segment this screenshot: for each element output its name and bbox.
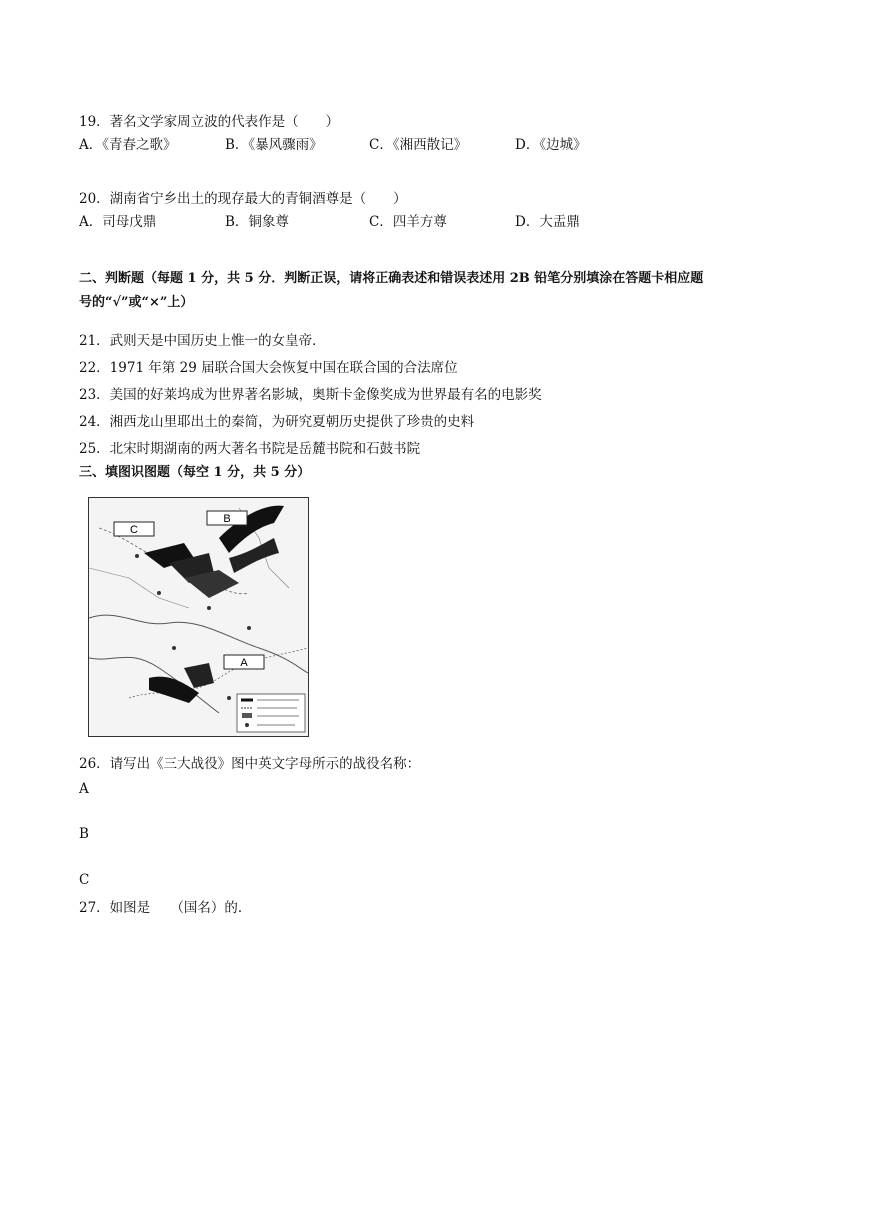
judgment-21: 21．武则天是中国历史上惟一的女皇帝． [79,333,326,349]
judgment-25: 25．北宋时期湖南的两大著名书院是岳麓书院和石鼓书院 [79,441,421,457]
question-20-stem: 20．湖南省宁乡出土的现存最大的青铜酒尊是（ ） [79,191,407,207]
q19-option-b: B．《暴风骤雨》 [225,137,323,153]
q26-answer-b-label: B [79,826,89,842]
three-campaigns-map [88,497,309,737]
section-3-heading: 三、填图识图题（每空 1 分，共 5 分） [79,465,311,480]
q20-option-b: B．铜象尊 [225,214,289,230]
question-19-stem: 19．著名文学家周立波的代表作是（ ） [79,114,340,130]
q19-option-a: A．《青春之歌》 [79,137,177,153]
question-20-options [79,212,779,232]
q20-option-c: C．四羊方尊 [369,214,447,230]
map-label-a: A [240,657,248,669]
judgment-22: 22．1971 年第 29 届联合国大会恢复中国在联合国的合法席位 [79,360,458,376]
q19-option-d: D．《边城》 [515,137,587,153]
map-drawing [89,498,308,736]
judgment-24: 24．湘西龙山里耶出土的秦简，为研究夏朝历史提供了珍贵的史料 [79,414,475,430]
question-26-stem: 26．请写出《三大战役》图中英文字母所示的战役名称： [79,756,421,772]
q19-option-c: C．《湘西散记》 [369,137,468,153]
question-19-options [79,135,779,155]
q26-answer-c-label: C [79,872,90,888]
question-27-stem: 27．如图是 （国名）的． [79,900,252,916]
judgment-23: 23．美国的好莱坞成为世界著名影城，奥斯卡金像奖成为世界最有名的电影奖 [79,387,542,403]
q26-answer-a-label: A [79,781,89,797]
section-2-heading-line1: 二、判断题（每题 1 分，共 5 分．判断正误，请将正确表述和错误表述用 2B 铅笔分别填涂在答题卡相应题 [79,271,704,286]
map-label-b: B [223,513,231,525]
section-2-heading-line2: 号的“√”或“×”上） [79,295,194,310]
q20-option-d: D．大盂鼎 [515,214,580,230]
map-label-c: C [130,524,138,536]
q20-option-a: A．司母戊鼎 [79,214,157,230]
